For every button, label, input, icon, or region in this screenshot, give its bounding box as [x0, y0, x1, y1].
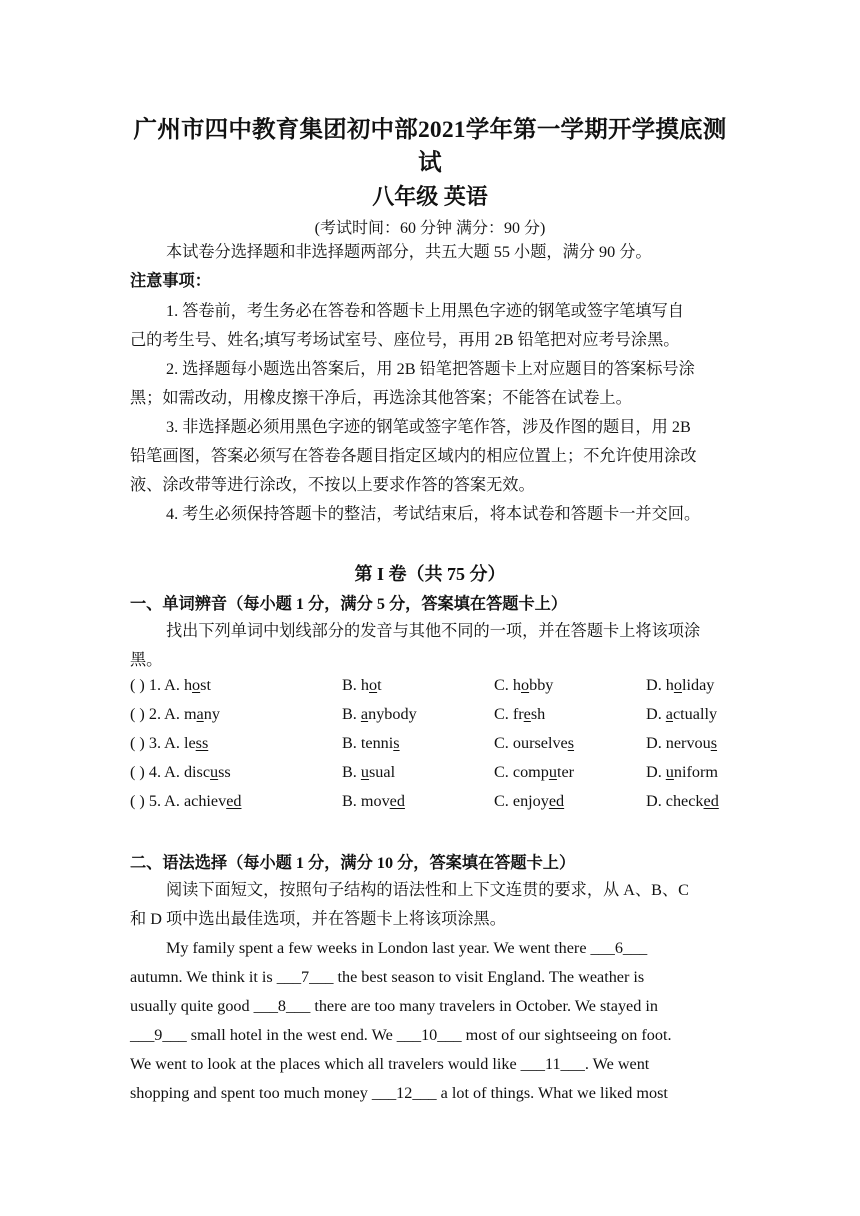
- option-b: [342, 792, 405, 811]
- note-3-line2: 铅笔画图，答案必须写在答卷各题目指定区域内的相应位置上；不允许使用涂改: [130, 447, 697, 465]
- option-c: [494, 792, 564, 811]
- option-prefix: disc: [183, 763, 211, 781]
- underlined-part: s: [710, 734, 718, 752]
- option-suffix: ny: [203, 705, 220, 723]
- underlined-part: s: [393, 734, 400, 752]
- passage-line-4: ___9___ small hotel in the west end. We ___10___ most of our sightseeing on foot.: [130, 1026, 672, 1044]
- exam-info: (考试时间：60 分钟 满分：90 分): [314, 220, 546, 237]
- question-number: ( ) 4. A.: [130, 763, 184, 781]
- passage-line-6: shopping and spent too much money ___12___ a lot of things. What we liked most: [130, 1084, 668, 1102]
- option-prefix: m: [183, 705, 197, 723]
- note-3-line1: 3. 非选择题必须用黑色字迹的钢笔或签字笔作答，涉及作图的题目，用 2B: [166, 418, 691, 436]
- option-prefix: C. enjoy: [494, 792, 549, 810]
- option-c: [494, 676, 553, 695]
- option-prefix: h: [183, 676, 193, 694]
- underlined-part: e: [523, 705, 531, 723]
- option-prefix: B. tenni: [342, 734, 394, 752]
- note-1-line2: 己的考生号、姓名;填写考场试室号、座位号，再用 2B 铅笔把对应考号涂黑。: [130, 331, 680, 349]
- option-suffix: sh: [530, 705, 546, 723]
- option-prefix: C. h: [494, 676, 521, 694]
- option-a: [130, 763, 231, 782]
- exam-title-line1: 广州市四中教育集团初中部2021学年第一学期开学摸底测: [133, 117, 727, 143]
- passage-line-3: usually quite good ___8___ there are too many travelers in October. We stayed in: [130, 997, 658, 1015]
- section2-instruction-line2: 和 D 项中选出最佳选项，并在答题卡上将该项涂黑。: [130, 910, 506, 928]
- underlined-part: o: [192, 676, 201, 694]
- option-prefix: D. check: [646, 792, 704, 810]
- underlined-part: s: [567, 734, 575, 752]
- option-b: [342, 676, 382, 695]
- question-row: [130, 705, 750, 734]
- question-row: [130, 763, 750, 792]
- note-2-line1: 2. 选择题每小题选出答案后，用 2B 铅笔把答题卡上对应题目的答案标号涂: [166, 360, 695, 378]
- underlined-part: ed: [548, 792, 565, 810]
- underlined-part: a: [665, 705, 673, 723]
- underlined-part: u: [548, 763, 557, 781]
- underlined-part: o: [369, 676, 378, 694]
- option-d: [646, 792, 719, 811]
- option-prefix: C. ourselve: [494, 734, 568, 752]
- underlined-part: a: [360, 705, 369, 723]
- underlined-part: o: [521, 676, 530, 694]
- option-a: [130, 734, 208, 753]
- option-b: [342, 734, 400, 753]
- section2-heading: 二、语法选择（每小题 1 分，满分 10 分，答案填在答题卡上）: [130, 854, 576, 872]
- option-suffix: sual: [369, 763, 396, 781]
- option-prefix: C. comp: [494, 763, 549, 781]
- exam-title-line2: 试: [418, 150, 442, 176]
- option-prefix: B. mov: [342, 792, 390, 810]
- underlined-part: ed: [389, 792, 405, 810]
- option-suffix: liday: [681, 676, 715, 694]
- note-2-line2: 黑；如需改动，用橡皮擦干净后，再选涂其他答案；不能答在试卷上。: [130, 389, 632, 407]
- option-suffix: ctually: [672, 705, 718, 723]
- note-4-line1: 4. 考生必须保持答题卡的整洁，考试结束后，将本试卷和答题卡一并交回。: [166, 505, 701, 523]
- option-d: [646, 705, 717, 724]
- underlined-part: u: [210, 763, 219, 781]
- option-prefix: B.: [342, 705, 361, 723]
- question-row: [130, 734, 750, 763]
- question-row: [130, 792, 750, 821]
- option-prefix: B.: [342, 763, 361, 781]
- option-prefix: D. nervou: [646, 734, 711, 752]
- option-prefix: achiev: [183, 792, 227, 810]
- option-suffix: bby: [529, 676, 554, 694]
- underlined-part: u: [360, 763, 369, 781]
- option-prefix: D.: [646, 763, 666, 781]
- option-suffix: ss: [218, 763, 231, 781]
- passage-line-5: We went to look at the places which all travelers would like ___11___. We went: [130, 1055, 650, 1073]
- option-b: [342, 705, 417, 724]
- exam-subtitle: 八年级 英语: [372, 184, 488, 209]
- question-number: ( ) 5. A.: [130, 792, 184, 810]
- option-b: [342, 763, 395, 782]
- option-a: [130, 676, 211, 695]
- option-c: [494, 705, 545, 724]
- passage-line-2: autumn. We think it is ___7___ the best season to visit England. The weather is: [130, 968, 645, 986]
- option-suffix: niform: [673, 763, 718, 781]
- question-row: [130, 676, 750, 705]
- passage-line-1: My family spent a few weeks in London last year. We went there ___6___: [166, 939, 648, 957]
- volume-title: 第 I 卷（共 75 分）: [354, 564, 506, 584]
- notes-heading: 注意事项：: [130, 272, 211, 290]
- underlined-part: u: [665, 763, 674, 781]
- note-1-line1: 1. 答卷前，考生务必在答卷和答题卡上用黑色字迹的钢笔或签字笔填写自: [166, 302, 684, 320]
- underlined-part: ed: [226, 792, 242, 810]
- question-number: ( ) 1. A.: [130, 676, 184, 694]
- option-d: [646, 763, 718, 782]
- question-number: ( ) 3. A.: [130, 734, 184, 752]
- option-suffix: st: [200, 676, 211, 694]
- option-d: [646, 734, 717, 753]
- underlined-part: o: [673, 676, 682, 694]
- note-3-line3: 液、涂改带等进行涂改，不按以上要求作答的答案无效。: [130, 476, 535, 494]
- option-prefix: D.: [646, 705, 666, 723]
- underlined-part: ed: [703, 792, 719, 810]
- option-a: [130, 705, 220, 724]
- option-a: [130, 792, 241, 811]
- option-prefix: le: [183, 734, 196, 752]
- option-suffix: nybody: [368, 705, 417, 723]
- option-suffix: ter: [556, 763, 575, 781]
- option-prefix: B. h: [342, 676, 369, 694]
- question-number: ( ) 2. A.: [130, 705, 184, 723]
- option-d: [646, 676, 714, 695]
- option-suffix: t: [377, 676, 382, 694]
- section1-instruction-line2: 黑。: [130, 651, 163, 669]
- option-c: [494, 734, 574, 753]
- option-prefix: D. h: [646, 676, 674, 694]
- intro-text: 本试卷分选择题和非选择题两部分，共五大题 55 小题，满分 90 分。: [166, 243, 652, 261]
- underlined-part: ss: [195, 734, 209, 752]
- section1-heading: 一、单词辨音（每小题 1 分，满分 5 分，答案填在答题卡上）: [130, 595, 568, 613]
- section2-instruction-line1: 阅读下面短文，按照句子结构的语法性和上下文连贯的要求，从 A、B、C: [166, 881, 689, 899]
- section1-instruction-line1: 找出下列单词中划线部分的发音与其他不同的一项，并在答题卡上将该项涂: [166, 622, 701, 640]
- underlined-part: a: [196, 705, 204, 723]
- option-prefix: C. fr: [494, 705, 524, 723]
- option-c: [494, 763, 574, 782]
